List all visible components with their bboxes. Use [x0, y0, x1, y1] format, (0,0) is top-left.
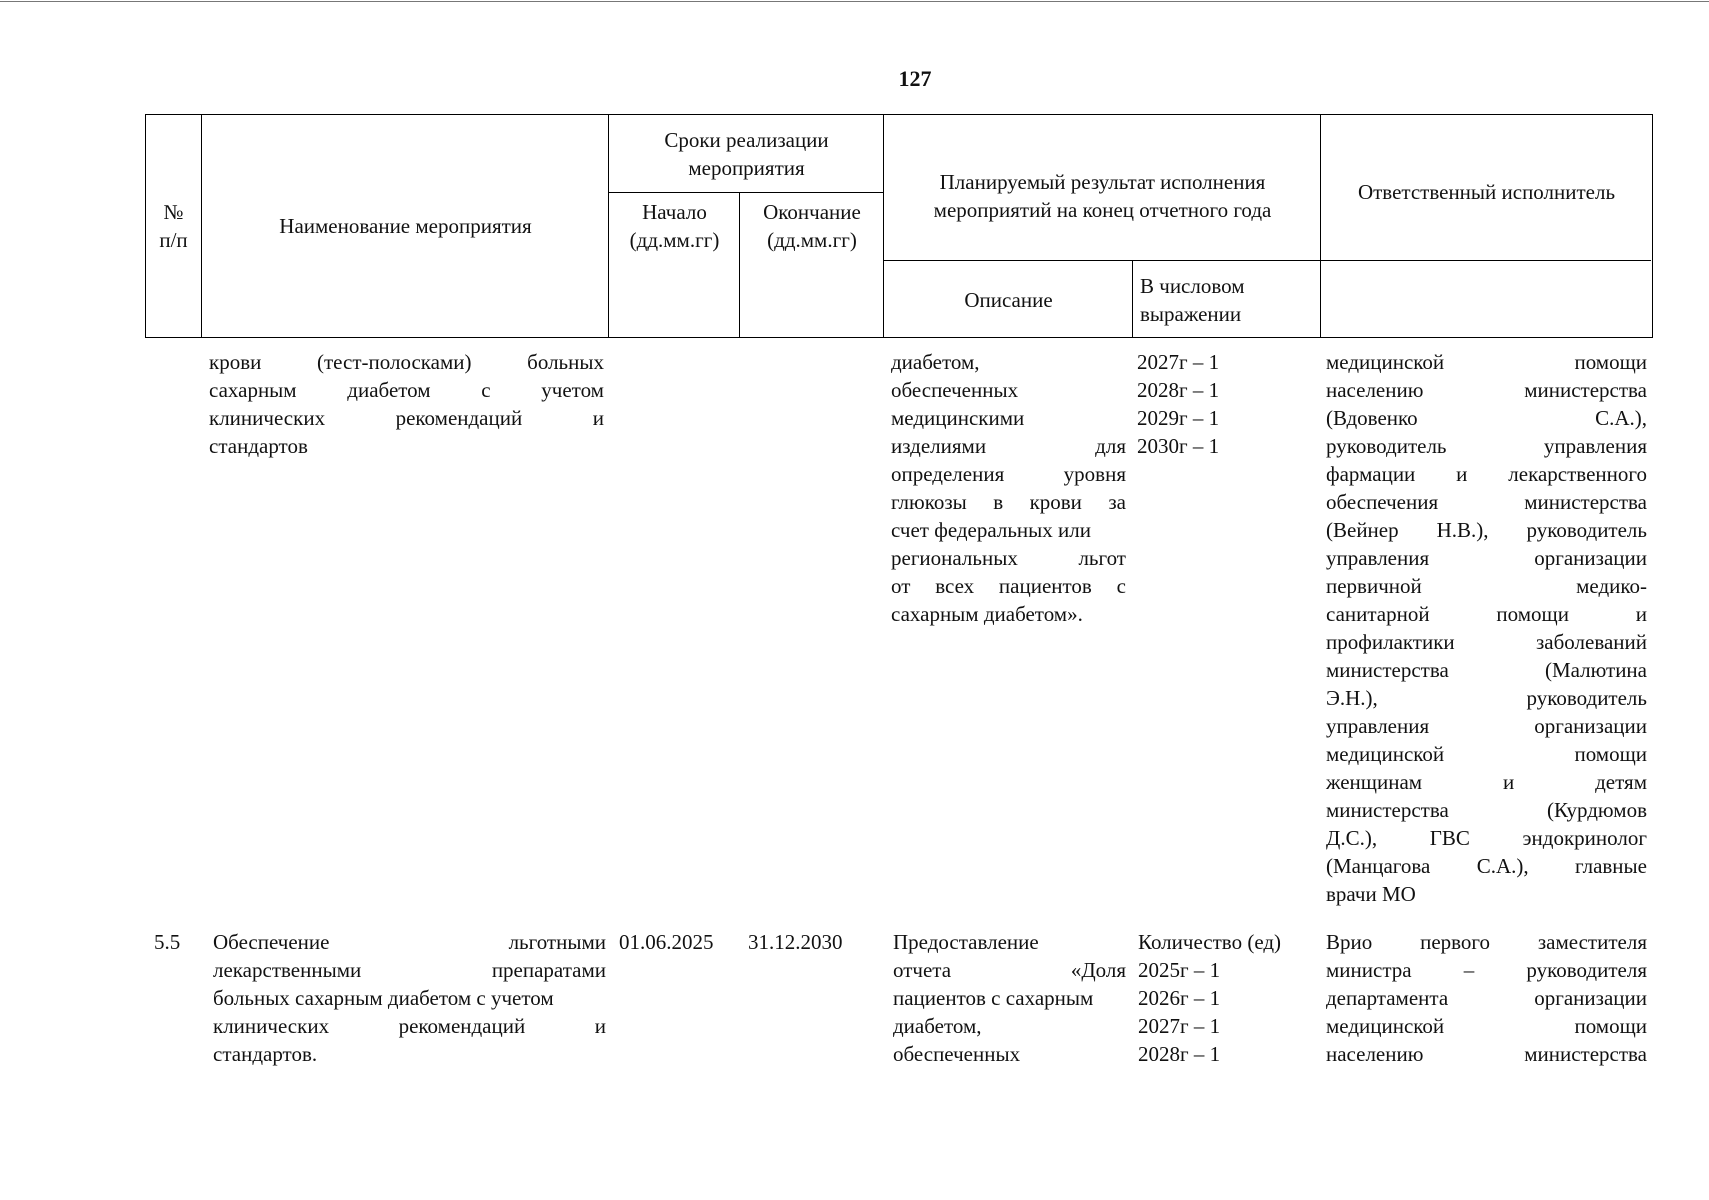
- text-line: (Вдовенко С.А.),: [1326, 406, 1647, 430]
- text-line: управления организации: [1326, 714, 1647, 738]
- row2-event-name: [213, 928, 606, 1068]
- text-line: женщинам и детям: [1326, 770, 1647, 794]
- text-line: стандартов: [209, 434, 308, 458]
- text-line: стандартов.: [213, 1042, 318, 1066]
- value-line: Количество (ед): [1138, 930, 1282, 954]
- text-line: обеспеченных: [893, 1042, 1021, 1066]
- header-number: № п/п: [159, 200, 188, 252]
- text-line: диабетом,: [891, 350, 980, 374]
- text-line: счет федеральных или: [891, 518, 1091, 542]
- text-line: больных сахарным диабетом с учетом: [213, 986, 554, 1010]
- text-line: руководитель управления: [1326, 434, 1647, 458]
- text-line: Д.С.), ГВС эндокринолог: [1326, 826, 1647, 850]
- row2-number: 5.5: [154, 930, 181, 954]
- value-line: 2026г – 1: [1138, 986, 1221, 1010]
- text-line: отчета «Доля: [893, 958, 1126, 982]
- row1-event-name: [209, 348, 604, 460]
- text-line: клинических рекомендаций и: [213, 1014, 606, 1038]
- text-line: от всех пациентов с: [891, 574, 1126, 598]
- row2-description: [893, 928, 1126, 1068]
- row2-responsible: [1326, 928, 1647, 1068]
- text-line: санитарной помощи и: [1326, 602, 1647, 626]
- header-terms: Сроки реализации мероприятия: [664, 127, 829, 180]
- text-line: клинических рекомендаций и: [209, 406, 604, 430]
- text-line: сахарным диабетом с учетом: [209, 378, 604, 402]
- text-line: министра – руководителя: [1326, 958, 1647, 982]
- text-line: департамента организации: [1326, 986, 1647, 1010]
- text-line: врачи МО: [1326, 882, 1416, 906]
- value-line: 2025г – 1: [1138, 958, 1221, 982]
- text-line: (Вейнер Н.В.), руководитель: [1326, 518, 1647, 542]
- value-line: 2029г – 1: [1137, 406, 1220, 430]
- table-header: [145, 114, 1653, 338]
- text-line: министерства (Курдюмов: [1326, 798, 1647, 822]
- header-planned-result: Планируемый результат исполнения мероприятий на конец отчетного года: [933, 169, 1272, 222]
- scan-top-border: [0, 1, 1709, 2]
- text-line: Врио первого заместителя: [1326, 930, 1647, 954]
- text-line: управления организации: [1326, 546, 1647, 570]
- text-line: первичной медико-: [1326, 574, 1647, 598]
- text-line: медицинской помощи: [1326, 742, 1647, 766]
- text-line: Обеспечение льготными: [213, 930, 606, 954]
- header-description: Описание: [964, 287, 1053, 312]
- text-line: министерства (Малютина: [1326, 658, 1647, 682]
- text-line: населению министерства: [1326, 378, 1647, 402]
- header-start-date: Начало (дд.мм.гг): [629, 200, 720, 252]
- value-line: 2028г – 1: [1137, 378, 1220, 402]
- row1-numeric-values: [1137, 348, 1317, 460]
- text-line: сахарным диабетом».: [891, 602, 1083, 626]
- text-line: Э.Н.), руководитель: [1326, 686, 1647, 710]
- value-line: 2028г – 1: [1138, 1042, 1221, 1066]
- text-line: лекарственными препаратами: [213, 958, 606, 982]
- value-line: 2030г – 1: [1137, 434, 1220, 458]
- text-line: крови (тест-полосками) больных: [209, 350, 604, 374]
- header-event-name: Наименование мероприятия: [279, 214, 532, 238]
- text-line: медицинской помощи: [1326, 350, 1647, 374]
- header-responsible: Ответственный исполнитель: [1357, 179, 1616, 204]
- text-line: пациентов с сахарным: [893, 986, 1094, 1010]
- text-line: Предоставление: [893, 930, 1039, 954]
- row1-description: [891, 348, 1126, 628]
- value-line: 2027г – 1: [1137, 350, 1220, 374]
- page-number: 127: [898, 66, 932, 91]
- header-end-date: Окончание (дд.мм.гг): [763, 200, 861, 252]
- text-line: региональных льгот: [891, 546, 1126, 570]
- text-line: обеспеченных: [891, 378, 1019, 402]
- value-line: 2027г – 1: [1138, 1014, 1221, 1038]
- header-numeric-value: В числовом выражении: [1140, 273, 1245, 326]
- text-line: медицинскими: [891, 406, 1025, 430]
- text-line: профилактики заболеваний: [1326, 630, 1647, 654]
- text-line: глюкозы в крови за: [891, 490, 1126, 514]
- text-line: определения уровня: [891, 462, 1126, 486]
- text-line: населению министерства: [1326, 1042, 1647, 1066]
- row2-start-date: 01.06.2025: [619, 930, 714, 954]
- row2-end-date: 31.12.2030: [748, 930, 843, 954]
- text-line: обеспечения министерства: [1326, 490, 1647, 514]
- text-line: изделиями для: [891, 434, 1126, 458]
- text-line: медицинской помощи: [1326, 1014, 1647, 1038]
- text-line: (Манцагова С.А.), главные: [1326, 854, 1647, 878]
- row2-numeric-values: [1138, 928, 1318, 1068]
- row1-responsible: [1326, 348, 1647, 908]
- text-line: фармации и лекарственного: [1326, 462, 1647, 486]
- text-line: диабетом,: [893, 1014, 982, 1038]
